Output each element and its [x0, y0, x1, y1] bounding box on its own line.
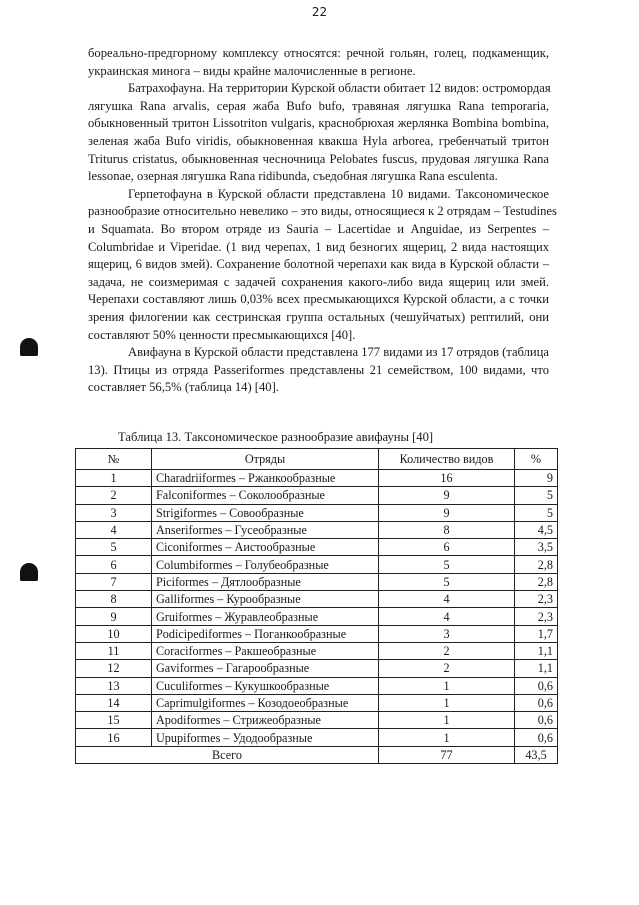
text-line: зеленая жаба Bufo viridis, обыкновенная квакша Hyla arborea, гребенчатый тритон [88, 133, 549, 148]
paragraph [88, 80, 549, 186]
species-count: 5 [379, 573, 515, 590]
text-line: Черепахи составляют лишь 0,03% всех пресмыкающихся Курской области, а с точки [88, 292, 549, 307]
table-header-row [76, 449, 558, 470]
row-number: 6 [76, 556, 152, 573]
table-row [76, 504, 558, 521]
paragraph [88, 344, 549, 397]
page-number: 22 [311, 5, 328, 19]
table-caption: Таблица 13. Таксономическое разнообразие авифауны [40] [118, 430, 434, 444]
percent: 2,3 [515, 608, 558, 625]
row-number: 1 [76, 470, 152, 487]
row-number: 14 [76, 694, 152, 711]
order-name: Caprimulgiformes – Козодоеобразные [152, 694, 379, 711]
species-count: 6 [379, 539, 515, 556]
text-line: обыкновенный тритон Lissotriton vulgaris, краснобрюхая жерлянка Bombina bombina, [88, 116, 549, 131]
text-line: лягушка Rana arvalis, серая жаба Bufo bufo, травяная лягушка Rana temporaria, [88, 98, 549, 113]
species-count: 8 [379, 521, 515, 538]
species-count: 2 [379, 660, 515, 677]
percent: 1,1 [515, 660, 558, 677]
percent: 4,5 [515, 521, 558, 538]
total-count: 77 [379, 746, 515, 763]
table-row [76, 729, 558, 746]
table-row [76, 712, 558, 729]
order-name: Ciconiformes – Аистообразные [152, 539, 379, 556]
order-name: Podicipediformes – Поганкообразные [152, 625, 379, 642]
binding-hole-mark [20, 338, 38, 356]
table-row [76, 625, 558, 642]
order-name: Cuculiformes – Кукушкообразные [152, 677, 379, 694]
table-row [76, 556, 558, 573]
table-row [76, 539, 558, 556]
table-row [76, 677, 558, 694]
row-number: 16 [76, 729, 152, 746]
row-number: 13 [76, 677, 152, 694]
species-count: 5 [379, 556, 515, 573]
species-count: 9 [379, 504, 515, 521]
species-count: 1 [379, 694, 515, 711]
table-row [76, 573, 558, 590]
percent: 2,8 [515, 556, 558, 573]
table-row [76, 470, 558, 487]
species-count: 4 [379, 608, 515, 625]
table-row [76, 694, 558, 711]
binding-hole-mark [20, 563, 38, 581]
text-line: украинская минога – виды крайне малочисленные в регионе. [88, 63, 416, 78]
text-line: Герпетофауна в Курской области представлена 10 видами. Таксономическое [128, 186, 549, 201]
text-line: Авифауна в Курской области представлена 177 видами из 17 отрядов (таблица [128, 345, 549, 360]
row-number: 8 [76, 591, 152, 608]
species-count: 1 [379, 729, 515, 746]
total-percent: 43,5 [515, 746, 558, 763]
header-species-count: Количество видов [379, 449, 515, 470]
order-name: Falconiformes – Соколообразные [152, 487, 379, 504]
order-name: Gruiformes – Журавлеобразные [152, 608, 379, 625]
row-number: 7 [76, 573, 152, 590]
table-row [76, 660, 558, 677]
row-number: 4 [76, 521, 152, 538]
order-name: Strigiformes – Совообразные [152, 504, 379, 521]
text-line: составляет 56,5% (таблица 14) [40]. [88, 380, 279, 395]
species-count: 16 [379, 470, 515, 487]
header-percent: % [515, 449, 558, 470]
table-row [76, 487, 558, 504]
text-line: бореально-предгорному комплексу относятся: речной гольян, голец, подкаменщик, [88, 46, 549, 60]
row-number: 3 [76, 504, 152, 521]
percent: 9 [515, 470, 558, 487]
percent: 5 [515, 487, 558, 504]
header-number: № [76, 449, 152, 470]
text-line: задача, не соизмеримая с задачей сохранения какого-либо вида ящериц или змей. [88, 274, 549, 289]
row-number: 15 [76, 712, 152, 729]
paragraph [88, 45, 549, 80]
paragraph [88, 186, 557, 344]
order-name: Piciformes – Дятлообразные [152, 573, 379, 590]
text-line: и Squamata. Во втором отряде из Sauria – Lacertidae и Anguidae, из Serpentes – [88, 221, 549, 236]
text-line: разнообразие относительно невелико – это виды, относящиеся к 2 отрядам – Testudines [88, 204, 557, 219]
order-name: Galliformes – Курообразные [152, 591, 379, 608]
percent: 1,7 [515, 625, 558, 642]
species-count: 1 [379, 677, 515, 694]
row-number: 2 [76, 487, 152, 504]
order-name: Coraciformes – Ракшеобразные [152, 642, 379, 659]
row-number: 5 [76, 539, 152, 556]
table-total-row [76, 746, 558, 763]
species-count: 3 [379, 625, 515, 642]
percent: 2,8 [515, 573, 558, 590]
percent: 1,1 [515, 642, 558, 659]
order-name: Charadriiformes – Ржанкообразные [152, 470, 379, 487]
header-orders: Отряды [152, 449, 379, 470]
text-line: lessonae, озерная лягушка Rana ridibunda, съедобная лягушка Rana esculenta. [88, 169, 498, 184]
avifauna-table [75, 448, 558, 764]
species-count: 4 [379, 591, 515, 608]
percent: 2,3 [515, 591, 558, 608]
percent: 0,6 [515, 712, 558, 729]
percent: 0,6 [515, 694, 558, 711]
text-line: зрения филогении как сестринская группа остальных (чешуйчатых) рептилий, они [88, 309, 549, 324]
table-row [76, 591, 558, 608]
order-name: Gaviformes – Гагарообразные [152, 660, 379, 677]
species-count: 9 [379, 487, 515, 504]
percent: 0,6 [515, 677, 558, 694]
table-row [76, 521, 558, 538]
row-number: 10 [76, 625, 152, 642]
order-name: Upupiformes – Удодообразные [152, 729, 379, 746]
text-line: 13). Птицы из отряда Passeriformes представлены 21 семейством, 100 видами, что [88, 362, 549, 377]
row-number: 11 [76, 642, 152, 659]
table-row [76, 642, 558, 659]
body-text [88, 45, 557, 397]
row-number: 9 [76, 608, 152, 625]
text-line: составляют 50% ценности пресмыкающихся [40]. [88, 327, 356, 342]
order-name: Anseriformes – Гусеобразные [152, 521, 379, 538]
total-label: Всего [76, 746, 379, 763]
table-row [76, 608, 558, 625]
text-line: Triturus cristatus, обыкновенная чесночница Pelobates fuscus, прудовая лягушка Rana [88, 151, 549, 166]
text-line: Columbridae и Viperidae. (1 вид черепах, 1 вид безногих ящериц, 2 вида настоящих [88, 239, 549, 254]
row-number: 12 [76, 660, 152, 677]
order-name: Apodiformes – Стрижеобразные [152, 712, 379, 729]
species-count: 1 [379, 712, 515, 729]
species-count: 2 [379, 642, 515, 659]
percent: 5 [515, 504, 558, 521]
percent: 3,5 [515, 539, 558, 556]
percent: 0,6 [515, 729, 558, 746]
text-line: ящериц, 6 видов змей). Сохранение болотной черепахи как вида в Курской области – [88, 257, 549, 272]
order-name: Columbiformes – Голубеобразные [152, 556, 379, 573]
text-line: Батрахофауна. На территории Курской области обитает 12 видов: остромордая [128, 81, 551, 96]
